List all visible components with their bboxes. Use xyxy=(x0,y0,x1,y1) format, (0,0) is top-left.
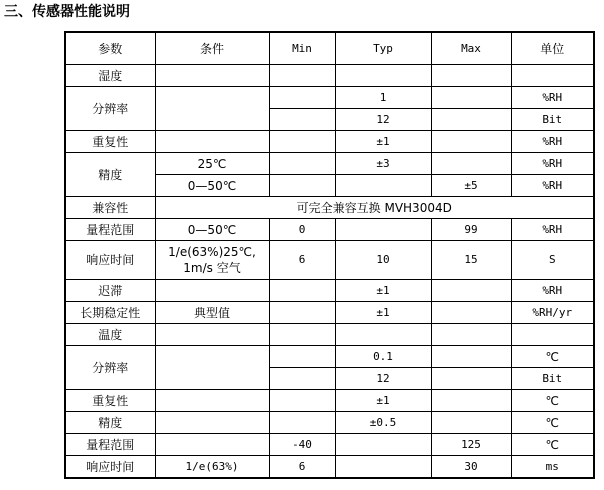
condition-line: 1/e(63%)25℃, xyxy=(168,245,256,259)
condition-cell xyxy=(155,241,269,280)
param-cell: 量程范围 xyxy=(65,219,155,241)
section-heading: 三、传感器性能说明 xyxy=(4,4,130,20)
table-row xyxy=(65,219,594,241)
header-condition: 条件 xyxy=(155,32,269,65)
compatibility-note: 可完全兼容互换 MVH3004D xyxy=(155,197,594,219)
typ-cell: ±1 xyxy=(335,302,431,324)
max-cell: 125 xyxy=(431,434,511,456)
unit-cell: ℃ xyxy=(511,412,594,434)
condition-line: 1m/s 空气 xyxy=(183,261,241,275)
unit-cell: %RH/yr xyxy=(511,302,594,324)
table-row xyxy=(65,302,594,324)
max-cell: ±5 xyxy=(431,175,511,197)
typ-cell: ±3 xyxy=(335,153,431,175)
table-header-row xyxy=(65,32,594,65)
param-cell: 兼容性 xyxy=(65,197,155,219)
table-row xyxy=(65,153,594,175)
unit-cell: %RH xyxy=(511,219,594,241)
table-row xyxy=(65,280,594,302)
unit-cell: %RH xyxy=(511,153,594,175)
unit-cell: ms xyxy=(511,456,594,479)
unit-cell: %RH xyxy=(511,131,594,153)
param-cell: 重复性 xyxy=(65,131,155,153)
max-cell: 15 xyxy=(431,241,511,280)
unit-cell: %RH xyxy=(511,280,594,302)
table-row xyxy=(65,241,594,280)
max-cell: 99 xyxy=(431,219,511,241)
table-row xyxy=(65,390,594,412)
param-cell: 长期稳定性 xyxy=(65,302,155,324)
header-max: Max xyxy=(431,32,511,65)
param-cell: 响应时间 xyxy=(65,241,155,280)
param-cell: 分辨率 xyxy=(65,346,155,390)
unit-cell: %RH xyxy=(511,175,594,197)
table-row xyxy=(65,131,594,153)
condition-cell: 25℃ xyxy=(155,153,269,175)
typ-cell: 1 xyxy=(335,87,431,109)
table-row xyxy=(65,87,594,109)
param-cell: 分辨率 xyxy=(65,87,155,131)
typ-cell: 12 xyxy=(335,109,431,131)
table-row xyxy=(65,456,594,479)
header-param: 参数 xyxy=(65,32,155,65)
min-cell: 6 xyxy=(269,241,335,280)
header-min: Min xyxy=(269,32,335,65)
param-cell: 精度 xyxy=(65,412,155,434)
max-cell: 30 xyxy=(431,456,511,479)
condition-cell: 典型值 xyxy=(155,302,269,324)
table-row xyxy=(65,434,594,456)
min-cell: -40 xyxy=(269,434,335,456)
header-typ: Typ xyxy=(335,32,431,65)
param-cell: 精度 xyxy=(65,153,155,197)
table-row xyxy=(65,197,594,219)
typ-cell: 0.1 xyxy=(335,346,431,368)
typ-cell: 10 xyxy=(335,241,431,280)
header-unit: 单位 xyxy=(511,32,594,65)
min-cell: 0 xyxy=(269,219,335,241)
table-row xyxy=(65,65,594,87)
param-cell: 迟滞 xyxy=(65,280,155,302)
param-cell: 重复性 xyxy=(65,390,155,412)
temperature-section-label: 温度 xyxy=(65,324,155,346)
table-row xyxy=(65,412,594,434)
typ-cell: ±1 xyxy=(335,131,431,153)
humidity-section-label: 湿度 xyxy=(65,65,155,87)
unit-cell: Bit xyxy=(511,368,594,390)
sensor-spec-table xyxy=(64,31,595,479)
param-cell: 响应时间 xyxy=(65,456,155,479)
unit-cell: S xyxy=(511,241,594,280)
condition-cell: 0—50℃ xyxy=(155,175,269,197)
unit-cell: Bit xyxy=(511,109,594,131)
unit-cell: ℃ xyxy=(511,434,594,456)
typ-cell: ±0.5 xyxy=(335,412,431,434)
unit-cell: ℃ xyxy=(511,346,594,368)
unit-cell: %RH xyxy=(511,87,594,109)
typ-cell: ±1 xyxy=(335,390,431,412)
condition-cell: 1/e(63%) xyxy=(155,456,269,479)
typ-cell: 12 xyxy=(335,368,431,390)
param-cell: 量程范围 xyxy=(65,434,155,456)
table-row xyxy=(65,346,594,368)
condition-cell: 0—50℃ xyxy=(155,219,269,241)
table-row xyxy=(65,324,594,346)
unit-cell: ℃ xyxy=(511,390,594,412)
min-cell: 6 xyxy=(269,456,335,479)
typ-cell: ±1 xyxy=(335,280,431,302)
